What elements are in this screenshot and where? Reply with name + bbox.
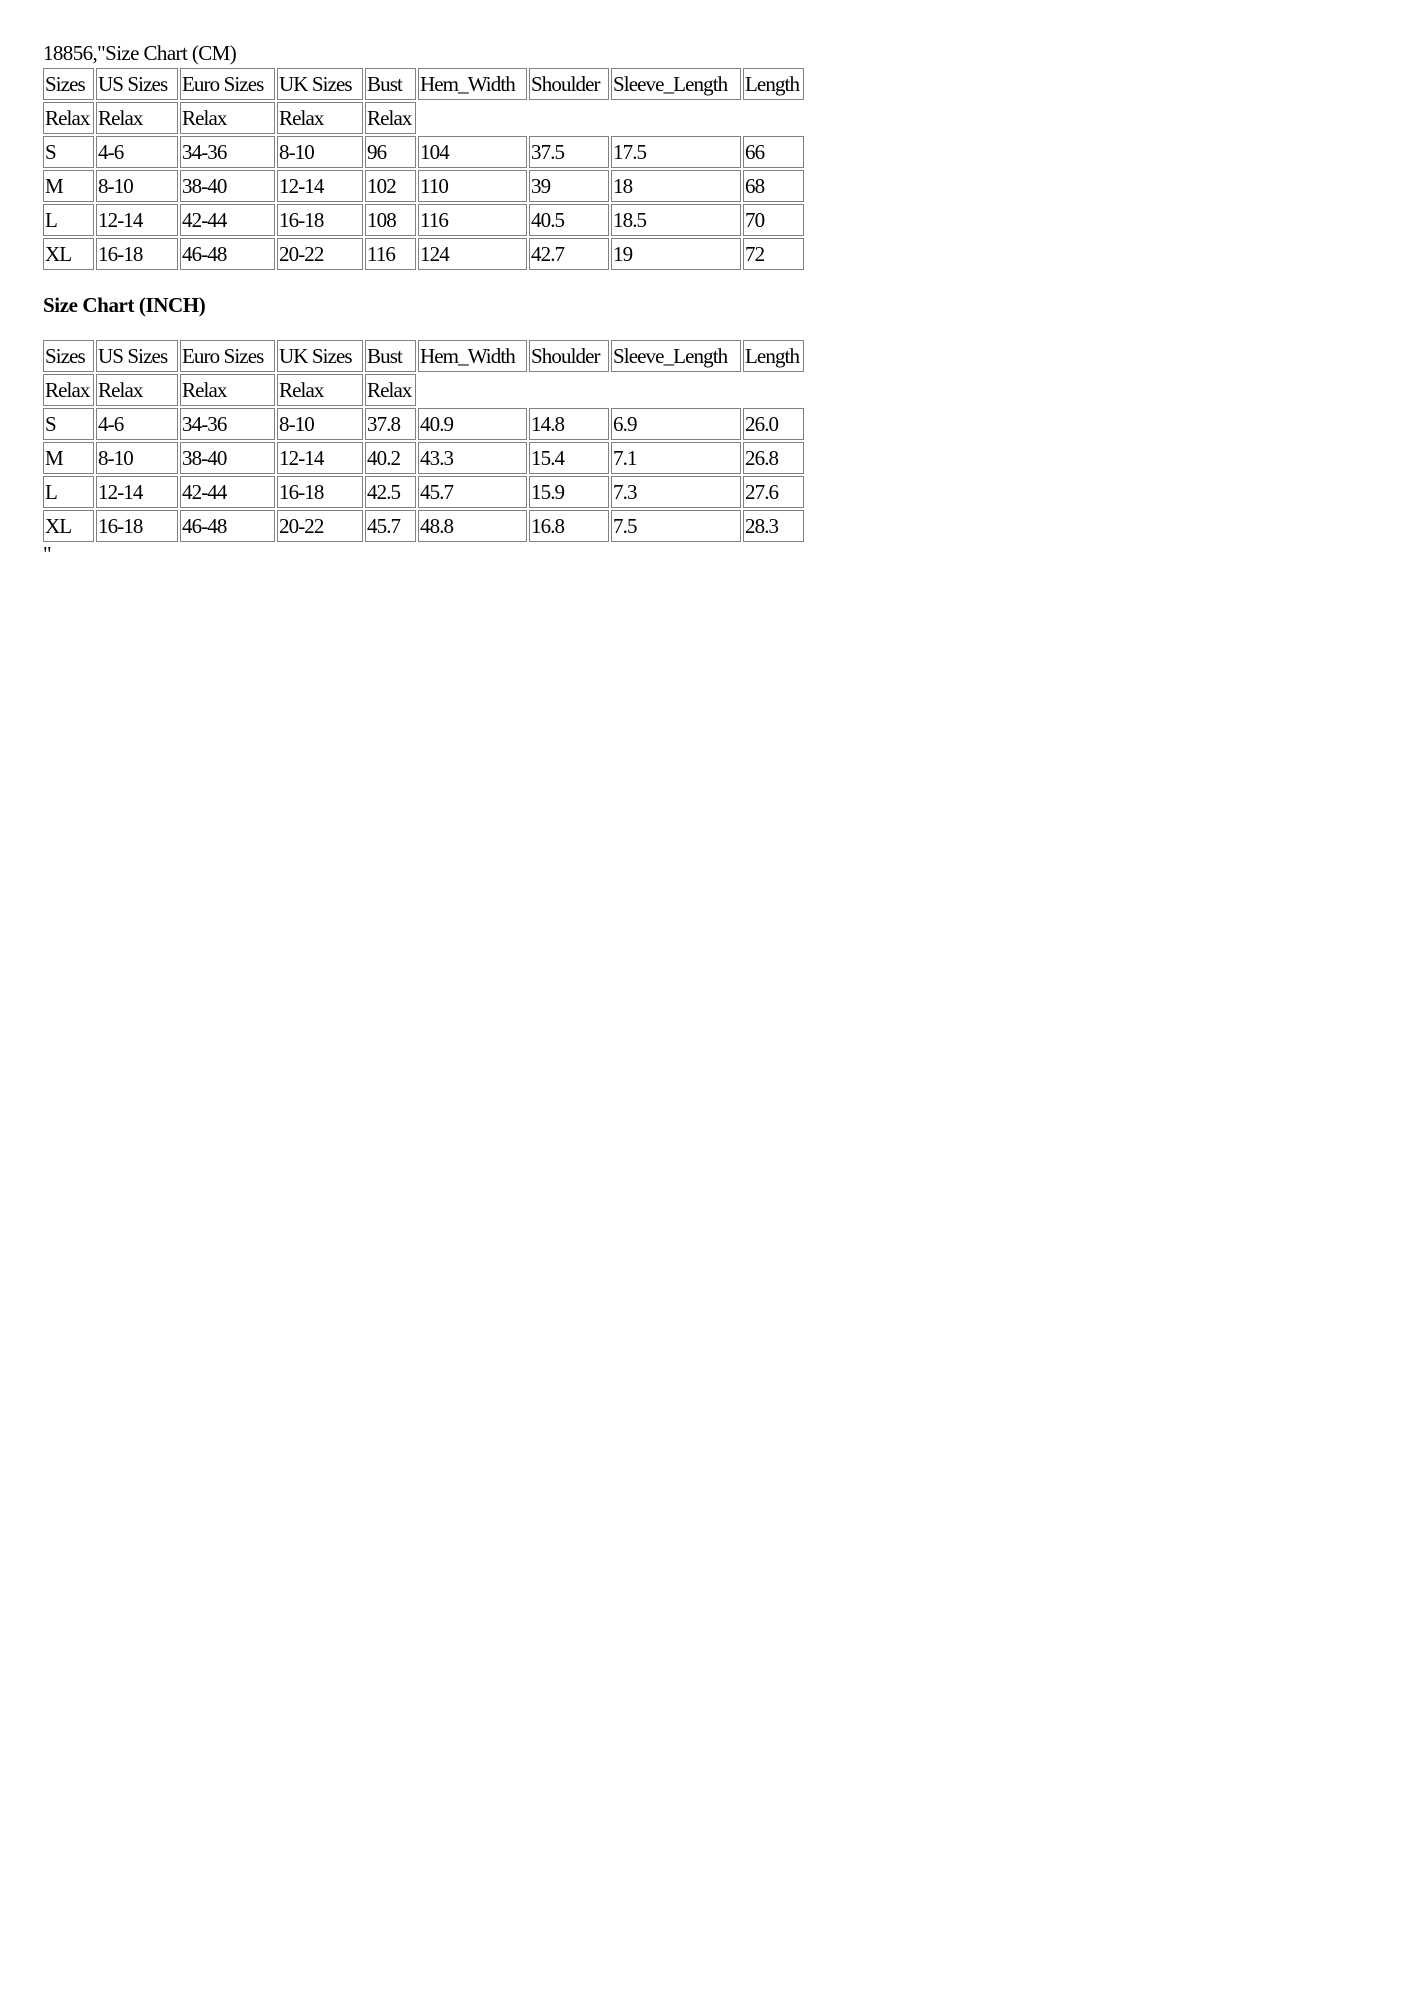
fit-cell: Relax (180, 102, 275, 134)
table-cell: 40.2 (365, 442, 416, 474)
table-cell: 20-22 (277, 510, 363, 542)
table-cell: L (43, 476, 94, 508)
column-header: Length (743, 68, 804, 100)
table-row (43, 510, 804, 542)
table-cell: L (43, 204, 94, 236)
table-cell: 18.5 (611, 204, 741, 236)
table-cell: 18 (611, 170, 741, 202)
table-cell: 12-14 (277, 442, 363, 474)
table-cell: 8-10 (96, 442, 178, 474)
column-header: Euro Sizes (180, 340, 275, 372)
table-cell: S (43, 408, 94, 440)
table-row (43, 136, 804, 168)
table-cell: 8-10 (277, 408, 363, 440)
table-cell: 26.8 (743, 442, 804, 474)
table-row (43, 408, 804, 440)
table-cell: 42.7 (529, 238, 609, 270)
table-cell: 42-44 (180, 476, 275, 508)
table-cell: 39 (529, 170, 609, 202)
column-header: UK Sizes (277, 68, 363, 100)
table-cell: 37.8 (365, 408, 416, 440)
table-cell: 70 (743, 204, 804, 236)
table-cell: 116 (365, 238, 416, 270)
fit-cell: Relax (365, 102, 416, 134)
table-cell: 14.8 (529, 408, 609, 440)
table-cell: 42.5 (365, 476, 416, 508)
fit-cell: Relax (96, 374, 178, 406)
table-row (43, 476, 804, 508)
table-cell: 6.9 (611, 408, 741, 440)
table-cell: 16.8 (529, 510, 609, 542)
table-cell: 68 (743, 170, 804, 202)
fit-cell: Relax (277, 374, 363, 406)
column-header: Sizes (43, 68, 94, 100)
column-header: Euro Sizes (180, 68, 275, 100)
size-chart-inch-title: Size Chart (INCH) (43, 293, 206, 317)
column-header: Hem_Width (418, 68, 527, 100)
column-header: Shoulder (529, 340, 609, 372)
table-cell: M (43, 170, 94, 202)
table-cell: 34-36 (180, 408, 275, 440)
table-cell: 12-14 (96, 204, 178, 236)
table-row (43, 170, 804, 202)
table-cell: 45.7 (365, 510, 416, 542)
table-cell: 34-36 (180, 136, 275, 168)
table-cell: 19 (611, 238, 741, 270)
table-cell: 102 (365, 170, 416, 202)
fit-cell: Relax (365, 374, 416, 406)
table-cell: 12-14 (96, 476, 178, 508)
table-cell: 40.9 (418, 408, 527, 440)
table-row (43, 238, 804, 270)
column-header: Sizes (43, 340, 94, 372)
table-header-row (43, 68, 804, 100)
table-cell: 17.5 (611, 136, 741, 168)
table-cell: 7.3 (611, 476, 741, 508)
column-header: US Sizes (96, 340, 178, 372)
table-cell: 46-48 (180, 510, 275, 542)
table-cell: 15.9 (529, 476, 609, 508)
table-cell: 48.8 (418, 510, 527, 542)
column-header: Bust (365, 68, 416, 100)
table-cell: 8-10 (96, 170, 178, 202)
table-cell: 28.3 (743, 510, 804, 542)
table-cell: S (43, 136, 94, 168)
column-header: Sleeve_Length (611, 340, 741, 372)
table-cell: 16-18 (96, 510, 178, 542)
closing-quote: " (43, 542, 52, 566)
table-header-row (43, 340, 804, 372)
table-cell: 46-48 (180, 238, 275, 270)
table-cell: 108 (365, 204, 416, 236)
table-cell: 40.5 (529, 204, 609, 236)
table-cell: XL (43, 510, 94, 542)
column-header: Sleeve_Length (611, 68, 741, 100)
table-cell: 110 (418, 170, 527, 202)
table-cell: 66 (743, 136, 804, 168)
table-fit-row (43, 102, 804, 134)
empty-cell (418, 374, 804, 406)
table-cell: 16-18 (96, 238, 178, 270)
table-cell: 12-14 (277, 170, 363, 202)
table-cell: 38-40 (180, 442, 275, 474)
table-cell: 26.0 (743, 408, 804, 440)
table-cell: 4-6 (96, 136, 178, 168)
column-header: Hem_Width (418, 340, 527, 372)
table-cell: 42-44 (180, 204, 275, 236)
fit-cell: Relax (277, 102, 363, 134)
table-cell: 16-18 (277, 476, 363, 508)
table-cell: 38-40 (180, 170, 275, 202)
column-header: US Sizes (96, 68, 178, 100)
table-cell: 15.4 (529, 442, 609, 474)
table-row (43, 204, 804, 236)
table-cell: 20-22 (277, 238, 363, 270)
fit-cell: Relax (43, 374, 94, 406)
table-row (43, 442, 804, 474)
table-cell: XL (43, 238, 94, 270)
fit-cell: Relax (96, 102, 178, 134)
table-fit-row (43, 374, 804, 406)
table-cell: 16-18 (277, 204, 363, 236)
column-header: Bust (365, 340, 416, 372)
table-cell: 104 (418, 136, 527, 168)
table-cell: 72 (743, 238, 804, 270)
column-header: UK Sizes (277, 340, 363, 372)
table-cell: 96 (365, 136, 416, 168)
table-cell: 124 (418, 238, 527, 270)
table-cell: 27.6 (743, 476, 804, 508)
size-chart-inch-table (41, 338, 806, 544)
fit-cell: Relax (180, 374, 275, 406)
empty-cell (418, 102, 804, 134)
table-cell: 43.3 (418, 442, 527, 474)
table-cell: 37.5 (529, 136, 609, 168)
table-cell: 116 (418, 204, 527, 236)
fit-cell: Relax (43, 102, 94, 134)
table-cell: 4-6 (96, 408, 178, 440)
document-page (43, 40, 1373, 564)
column-header: Shoulder (529, 68, 609, 100)
table-cell: M (43, 442, 94, 474)
table-cell: 7.1 (611, 442, 741, 474)
table-cell: 8-10 (277, 136, 363, 168)
document-header: 18856,"Size Chart (CM) (43, 41, 237, 65)
size-chart-cm-table (41, 66, 806, 272)
table-cell: 7.5 (611, 510, 741, 542)
table-cell: 45.7 (418, 476, 527, 508)
column-header: Length (743, 340, 804, 372)
